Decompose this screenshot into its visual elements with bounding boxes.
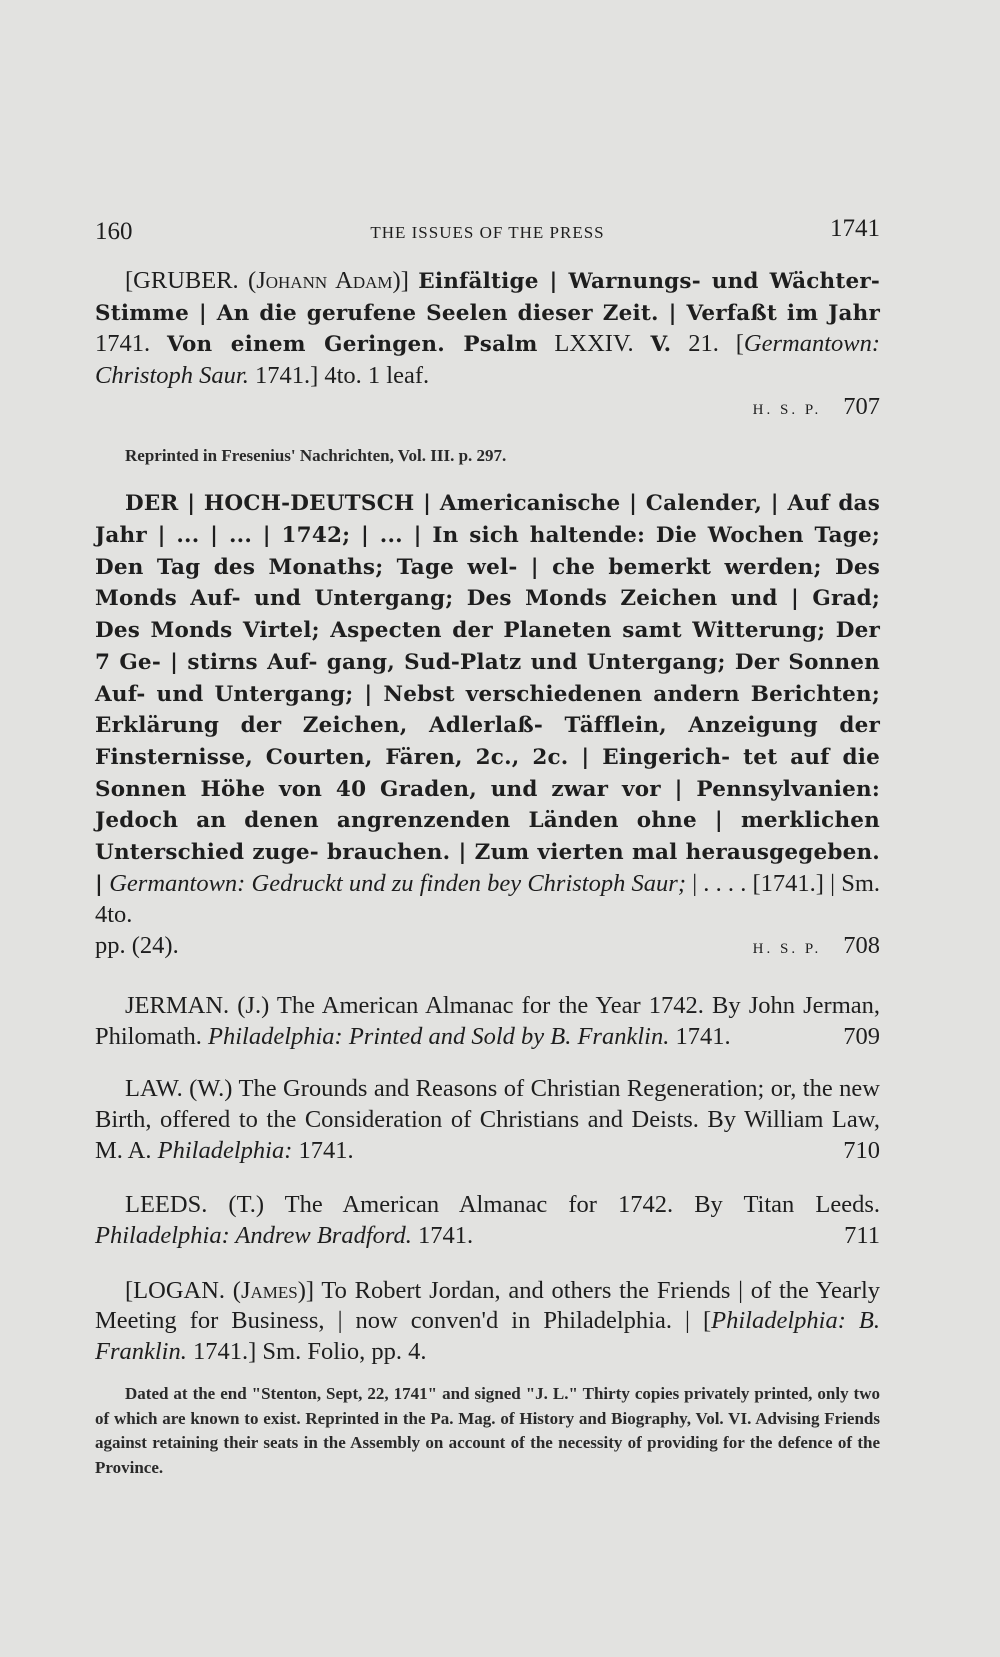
- entry-707-year: 1741.: [95, 330, 151, 358]
- entry-707-verse: 21. [: [688, 330, 744, 358]
- entry-712-imprint: Philadelphia: B. Franklin.: [95, 1307, 880, 1366]
- entry-709-text: [95, 991, 880, 1052]
- entry-707-verse-abbr: V.: [650, 332, 672, 358]
- entry-707-location: H. S. P.: [752, 401, 822, 418]
- entry-707-lead: [GRUBER. (: [125, 267, 257, 294]
- entry-711: [95, 1190, 880, 1251]
- entry-707-imprint: Germantown: Christoph Saur.: [95, 330, 881, 390]
- entry-709-number: 709: [843, 1022, 880, 1050]
- entry-711-imprint: Philadelphia: Andrew Bradford.: [95, 1222, 412, 1250]
- entry-707-number: 707: [843, 392, 880, 420]
- entry-711-title: LEEDS. (T.) The American Almanac for 1742. By Titan: [125, 1191, 795, 1219]
- entry-708: [95, 488, 880, 965]
- page-header: [95, 212, 880, 252]
- entry-708-location: H. S. P.: [752, 941, 822, 958]
- entry-710-number: 710: [843, 1136, 880, 1164]
- entry-709-year: 1741.: [675, 1022, 731, 1050]
- entry-708-german-title: DER | HOCH-DEUTSCH | Americanische | Calender, | Auf das Jahr | ... | ... | 1742; | ... | In sich haltende: Die Wochen Tage; Den Tag des Monaths; Tage wel- | che bemerkt werden; Des Monds Auf- und Untergang; Des Monds Zeichen und | Grad; Des Monds Virtel; Aspecten der Planeten samt Witterung; Der 7 Ge- | stirns Auf- gang, Sud-Platz und Untergang; Der Sonnen Auf- und Untergang; | Nebst verschiedenen andern Berichten; Erklärung der Zeichen, Adlerlaß- Täfflein, Anzeigung der Finsternisse, Courten, Fären, 2c., 2c. | Eingerich- tet auf die Sonnen Höhe von 40 Graden, und zwar vor | Pennsylvanien: Jedoch an denen angrenzenden Länden ohne | merklichen Unterschied zuge- brauchen. | Zum vierten mal herausgegeben. |: [95, 491, 880, 897]
- entry-707-psalm: LXXIV.: [554, 330, 634, 358]
- entry-712-lead: [LOGAN. (: [125, 1276, 241, 1304]
- entry-711-number: 711: [844, 1222, 880, 1250]
- header-year: 1741: [830, 215, 880, 242]
- entry-710-imprint: Philadelphia:: [157, 1136, 293, 1164]
- entry-710-year: 1741.: [298, 1136, 354, 1164]
- entry-711-text: [95, 1190, 880, 1251]
- entry-708-text: [95, 488, 880, 931]
- entry-707-lead-end: )]: [392, 267, 409, 294]
- entry-712: [95, 1276, 880, 1481]
- entry-708-number: 708: [843, 932, 880, 960]
- entry-707-ref: [95, 392, 880, 426]
- entry-708-imprint: Germantown: Gedruckt und zu finden bey Christoph Saur;: [109, 869, 686, 897]
- entry-708-pages: pp. (24).: [95, 932, 179, 960]
- entry-711-author-tail: Leeds.: [815, 1191, 881, 1219]
- entry-711-year: 1741.: [418, 1222, 474, 1250]
- page-number: 160: [95, 218, 133, 245]
- entry-707-german-title-2: Von einem Geringen. Psalm: [167, 332, 538, 358]
- entry-712-author: James: [240, 1276, 298, 1304]
- entry-712-title: )] To Robert Jordan, and others the Friends | of the Yearly Meeting for Business, | now conven'd in Philadelphia. | [: [95, 1276, 880, 1335]
- page-body: [95, 266, 880, 1481]
- entry-710-title: LAW. (W.) The Grounds and Reasons of Christian Regeneration; or, the new Birth, offered to the Consideration of Christians and Deists. By William Law, M. A.: [95, 1075, 880, 1164]
- entry-710-text: [95, 1074, 880, 1166]
- entry-712-text: [95, 1276, 880, 1368]
- entry-708-ref: [95, 931, 880, 965]
- entry-707-author: Johann Adam: [256, 267, 393, 294]
- entry-708-format: | . . . . [1741.] | Sm. 4to.: [95, 869, 881, 929]
- running-title: THE ISSUES OF THE PRESS: [370, 223, 605, 242]
- entry-712-note: Dated at the end "Stenton, Sept, 22, 1741" and signed "J. L." Thirty copies privately printed, only two of which are known to exist. Reprinted in the Pa. Mag. of History and Biography, Vol. VI. Advising Friends against retaining their seats in the Assembly on account of the necessity of providing for the defence of the Province.: [95, 1383, 880, 1478]
- entry-707: [95, 266, 880, 468]
- entry-707-note: Reprinted in Fresenius' Nachrichten, Vol. III. p. 297.: [125, 445, 507, 465]
- entry-712-format: 1741.] Sm. Folio, pp. 4.: [193, 1338, 427, 1366]
- entry-709-title: JERMAN. (J.) The American Almanac for the Year 1742. By John Jerman, Philomath.: [95, 991, 880, 1050]
- entry-707-text: [95, 266, 880, 392]
- entry-709: [95, 991, 880, 1052]
- entry-707-format: 1741.] 4to. 1 leaf.: [254, 362, 430, 390]
- entry-709-imprint: Philadelphia: Printed and Sold by B. Franklin.: [207, 1022, 670, 1050]
- entry-707-german-title: Einfältige | Warnungs- und Wächter-Stimme | An die gerufene Seelen dieser Zeit. | Verfaßt im Jahr: [95, 269, 881, 326]
- entry-710: [95, 1074, 880, 1166]
